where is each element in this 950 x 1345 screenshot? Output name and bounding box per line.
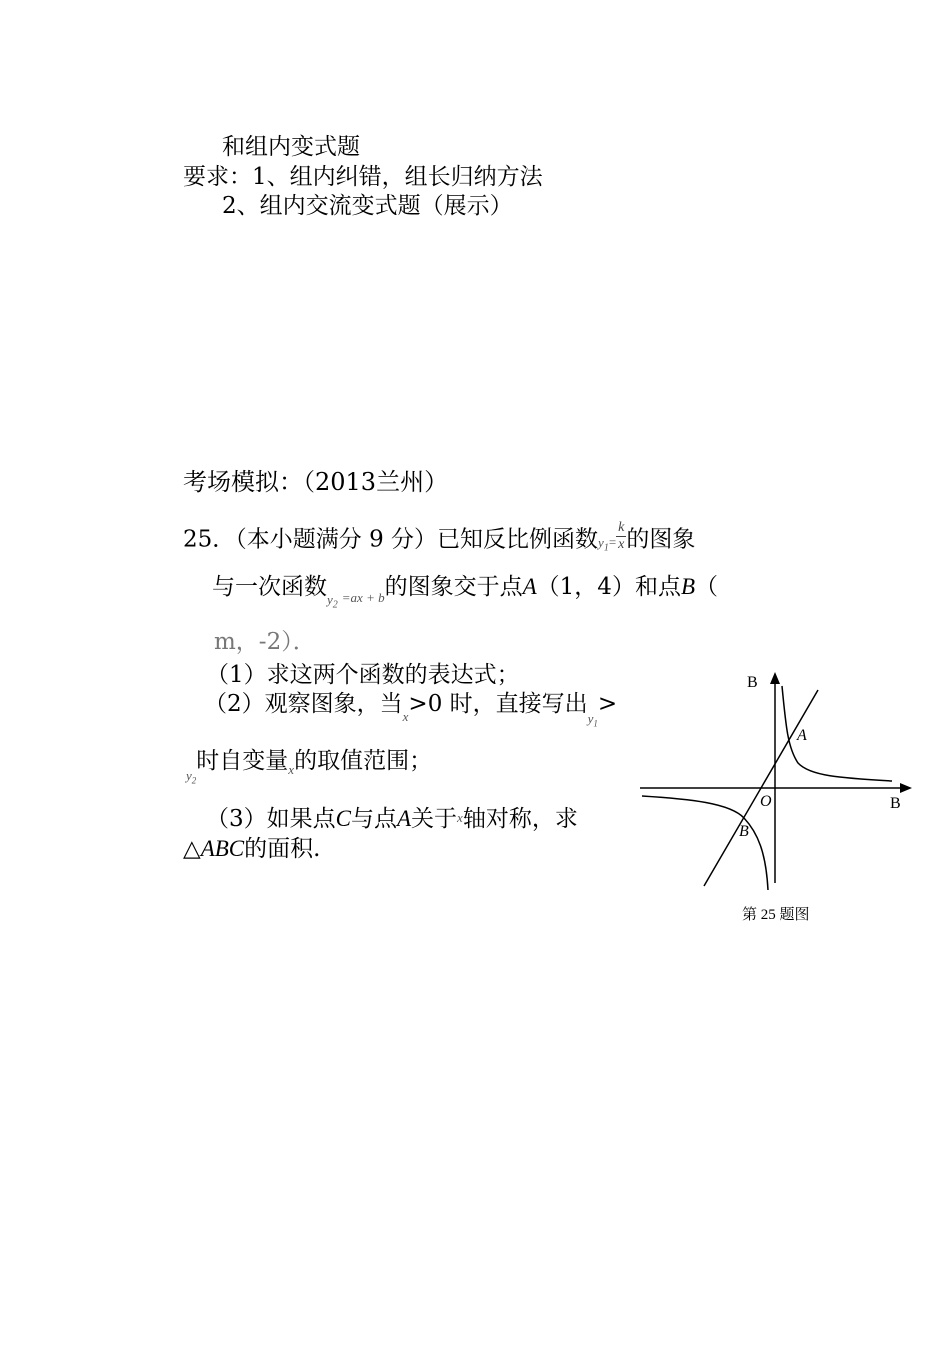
intro-prefix: 25．（本小题满分 9 分）已知反比例函数 <box>183 526 599 553</box>
question-2-line-1: （2）观察图象，当$_x$>0 时，直接写出$_{y_1}$> <box>204 691 618 729</box>
hyperbola-branch-2 <box>642 796 768 890</box>
function-graph <box>630 668 920 898</box>
point-b-label: B <box>739 823 749 840</box>
x-axis-arrow <box>900 783 912 793</box>
x-axis-label: B <box>890 795 901 812</box>
equals-sign: = <box>608 534 617 550</box>
top-line-2: 要求：1、组内纠错，组长归纳方法 <box>183 164 543 190</box>
y1-symbol-q2: y1 <box>587 711 598 729</box>
paren-open: （ <box>695 574 719 600</box>
x-symbol-2: x <box>288 762 295 777</box>
y1-symbol: $y_1$ <box>598 534 609 554</box>
y2-symbol: y2 <box>327 592 338 611</box>
fraction-k-over-x: $\frac{k}{x}$ <box>618 520 625 552</box>
question-2-line-2: $_{y_2}$时自变量$_x$的取值范围； <box>186 748 433 786</box>
coords-a: （1，4）和点 <box>536 574 681 600</box>
point-a-label: A <box>797 727 807 744</box>
problem-line-3: m，-2）． <box>214 629 316 655</box>
intro-suffix: 的图象 <box>626 526 696 553</box>
l2-prefix: 与一次函数 <box>212 574 327 600</box>
x-symbol: x <box>402 709 409 724</box>
question-1: （1）求这两个函数的表达式； <box>206 662 520 688</box>
point-a: A <box>522 574 537 599</box>
y2-expression: =ax + b <box>341 590 385 605</box>
y2-symbol-q2: y2 <box>186 768 197 786</box>
l2-mid: 的图象交于点 <box>384 574 523 600</box>
top-line-3: 2、组内交流变式题（展示） <box>222 193 513 219</box>
x-symbol-3: x <box>457 810 463 825</box>
y-axis-arrow <box>770 672 780 684</box>
y-axis-label: B <box>747 674 758 691</box>
figure-caption: 第 25 题图 <box>742 907 810 923</box>
problem-line-1 <box>183 520 696 562</box>
problem-line-2 <box>212 573 718 610</box>
question-3-line-1: （3）如果点C与点A关于x轴对称，求 <box>206 806 578 832</box>
top-line-1: 和组内变式题 <box>222 134 360 160</box>
section-title: 考场模拟：（2013兰州） <box>183 468 449 496</box>
origin-label: O <box>760 793 772 810</box>
question-3-line-2: △ABC的面积. <box>183 836 321 862</box>
point-b: B <box>680 574 696 599</box>
